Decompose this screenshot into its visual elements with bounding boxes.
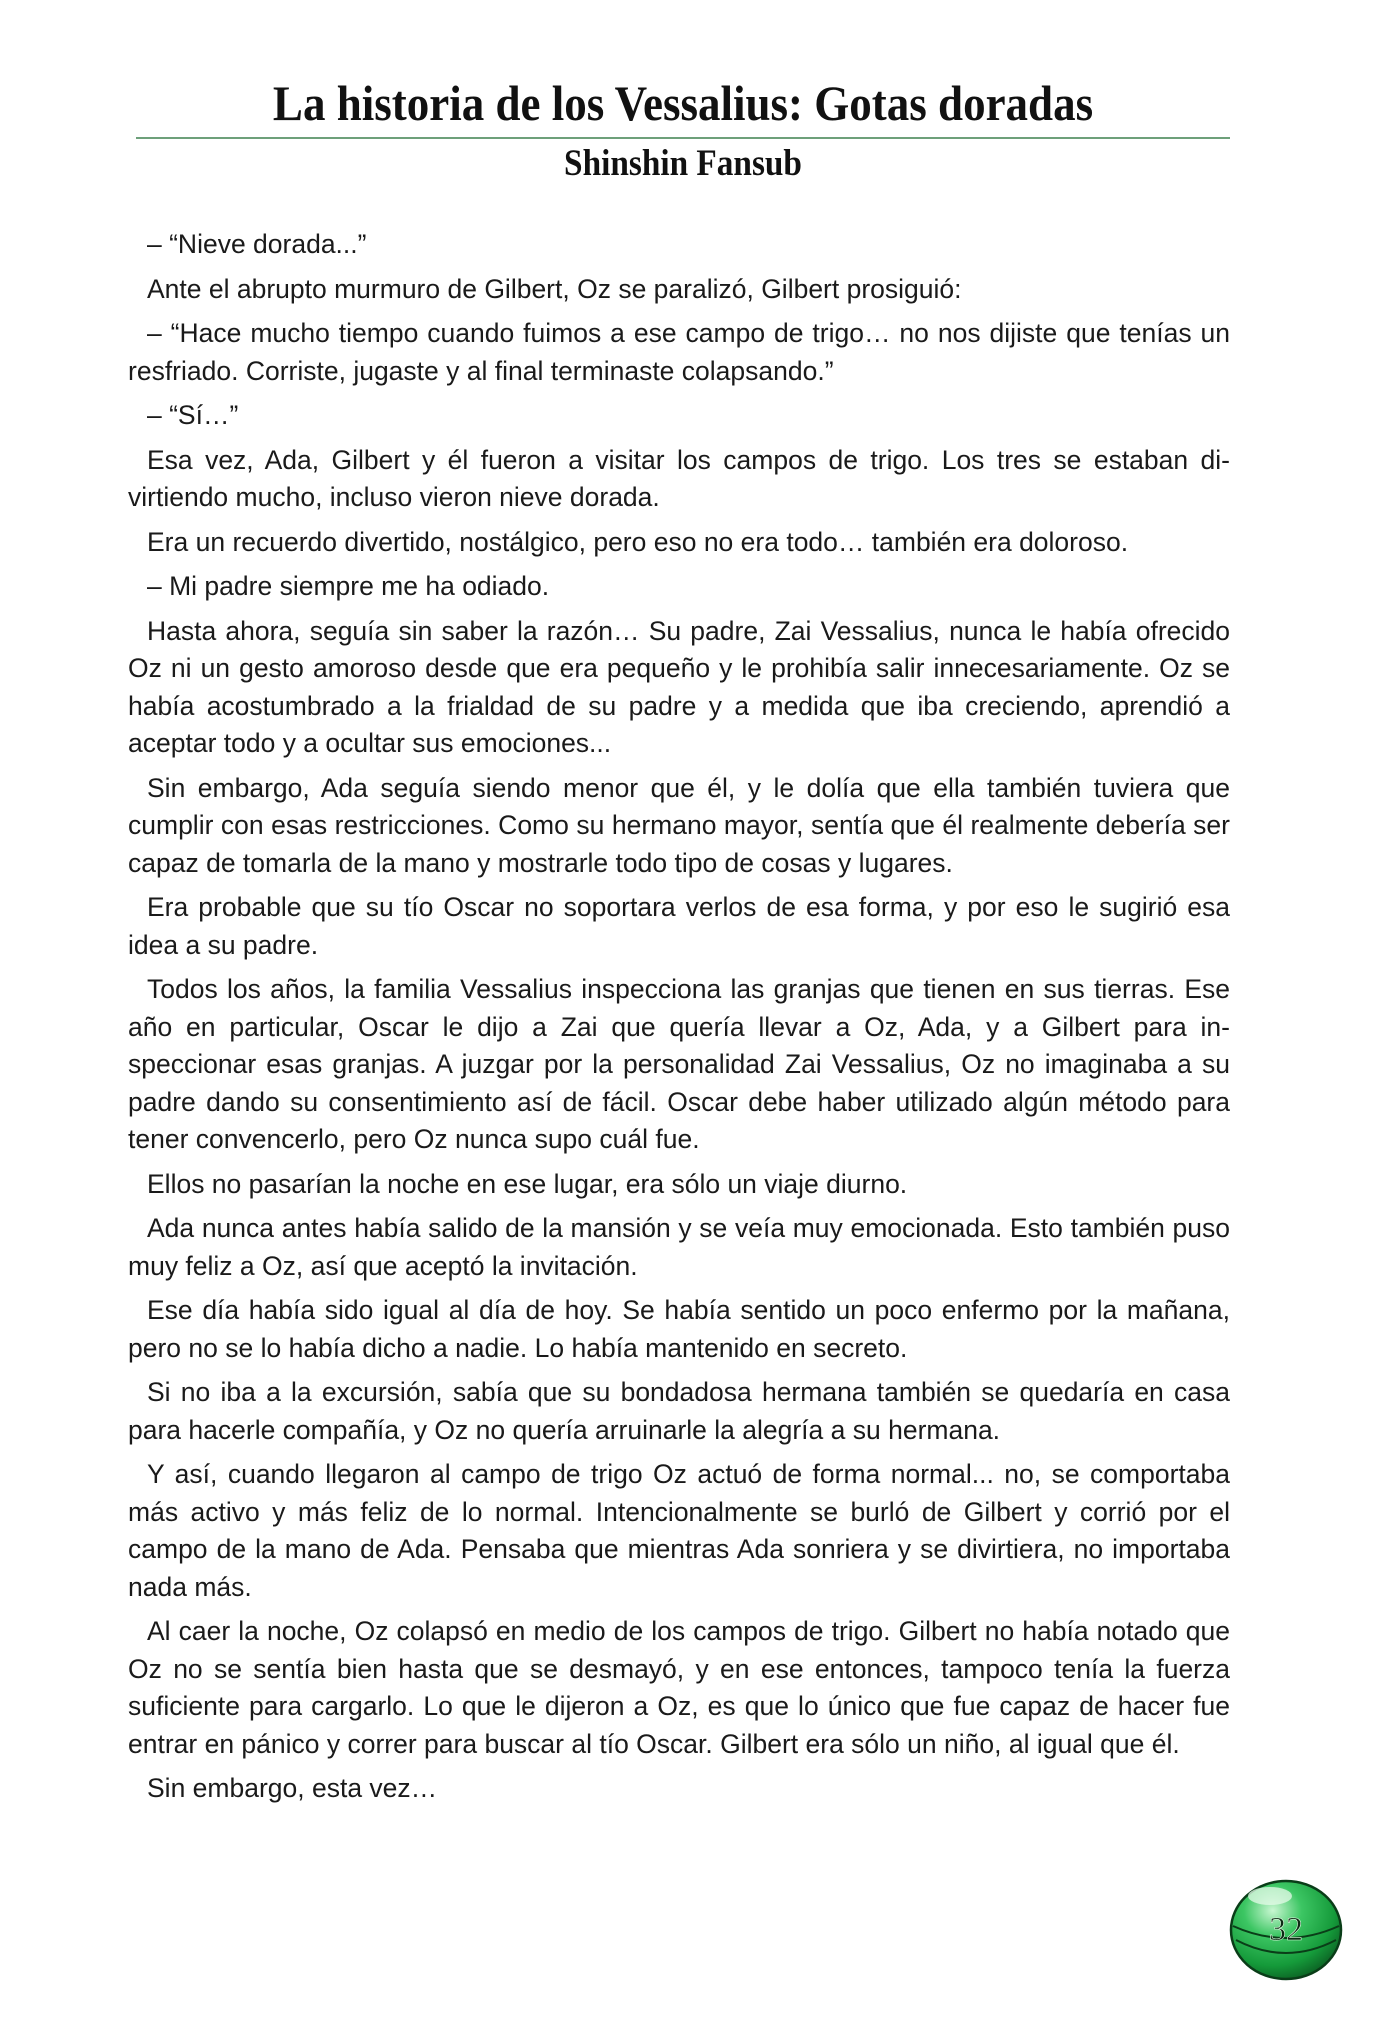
document-subtitle: Shinshin Fansub xyxy=(564,143,802,184)
paragraph: Todos los años, la familia Vessalius inspecciona las granjas que tienen en sus tierras. Ese año en particular, Oscar le dijo a Zai que quería llevar a Oz, Ada, y a Gilbert para inspeccionar esas granjas. A juzgar por la personalidad Zai Vessalius, Oz no imaginaba a su padre dando su consentimiento así de fácil. Oscar debe haber utilizado algún método para tener convencerlo, pero Oz nunca supo cuál fue. xyxy=(128,974,1230,1154)
page-header xyxy=(136,68,1230,138)
paragraph: – “Sí…” xyxy=(147,400,239,430)
page-number-badge xyxy=(1228,1874,1344,1982)
paragraph: Ante el abrupto murmuro de Gilbert, Oz se paralizó, Gilbert prosiguió: xyxy=(147,273,962,304)
paragraph: Era un recuerdo divertido, nostálgico, pero eso no era todo… también era doloroso. xyxy=(147,526,1129,557)
paragraph: Si no iba a la excursión, sabía que su bondadosa hermana también se quedaría en casa para hacerle compañía, y Oz no quería arruinarle la alegría a su hermana. xyxy=(128,1377,1230,1445)
paragraph: – “Nieve dorada...” xyxy=(147,229,367,259)
paragraph: Al caer la noche, Oz colapsó en medio de los campos de trigo. Gilbert no había notado que Oz no se sentía bien hasta que se desmayó, y en ese entonces, tampoco tenía la fuerza suficiente para cargarlo. Lo que le dijeron a Oz, es que lo único que fue capaz de hacer fue entrar en pánico y correr para buscar al tío Oscar. Gilbert era sólo un niño, al igual que él. xyxy=(128,1616,1230,1759)
paragraph: Era probable que su tío Oscar no soportara verlos de esa forma, y por eso le sugirió esa idea a su padre. xyxy=(128,892,1230,960)
page-number: 32 xyxy=(1269,1911,1303,1948)
paragraph: Ada nunca antes había salido de la mansión y se veía muy emocionada. Esto también puso muy feliz a Oz, así que aceptó la invitación. xyxy=(128,1213,1230,1281)
document-title: La historia de los Vessalius: Gotas doradas xyxy=(272,75,1094,131)
paragraph: Sin embargo, esta vez… xyxy=(147,1773,438,1803)
paragraph: Y así, cuando llegaron al campo de trigo Oz actuó de forma normal... no, se comportaba más activo y más feliz de lo normal. Intencionalmente se burló de Gilbert y corrió por el campo de la mano de Ada. Pensaba que mientras Ada sonriera y se divirtiera, no importaba nada más. xyxy=(128,1459,1230,1602)
paragraph: Sin embargo, Ada seguía siendo menor que él, y le dolía que ella también tuviera que cumplir con esas restricciones. Como su hermano mayor, sentía que él realmente debería ser capaz de tomarla de la mano y mostrarle todo tipo de cosas y lugares. xyxy=(128,772,1230,878)
header-divider xyxy=(136,137,1230,139)
paragraph: – “Hace mucho tiempo cuando fuimos a ese campo de trigo… no nos dijiste que tenías un resfriado. Corriste, jugaste y al final terminaste colapsando.” xyxy=(128,318,1230,386)
paragraph: Esa vez, Ada, Gilbert y él fueron a visitar los campos de trigo. Los tres se estaban divirtiendo mucho, incluso vieron nieve dorada. xyxy=(128,444,1230,512)
paragraph: Hasta ahora, seguía sin saber la razón… Su padre, Zai Vessalius, nunca le había ofrecido Oz ni un gesto amoroso desde que era pequeño y le prohibía salir innecesariamente. Oz se había acostumbrado a la frialdad de su padre y a medida que iba creciendo, aprendió a aceptar todo y a ocultar sus emociones... xyxy=(128,615,1230,758)
document-body xyxy=(128,226,1230,1815)
badge-highlight xyxy=(1248,1887,1292,1905)
paragraph: – Mi padre siempre me ha odiado. xyxy=(147,571,550,601)
paragraph: Ellos no pasarían la noche en ese lugar, era sólo un viaje diurno. xyxy=(147,1168,908,1199)
paragraph: Ese día había sido igual al día de hoy. Se había sentido un poco enfermo por la mañana, pero no se lo había dicho a nadie. Lo había mantenido en secreto. xyxy=(128,1295,1230,1363)
